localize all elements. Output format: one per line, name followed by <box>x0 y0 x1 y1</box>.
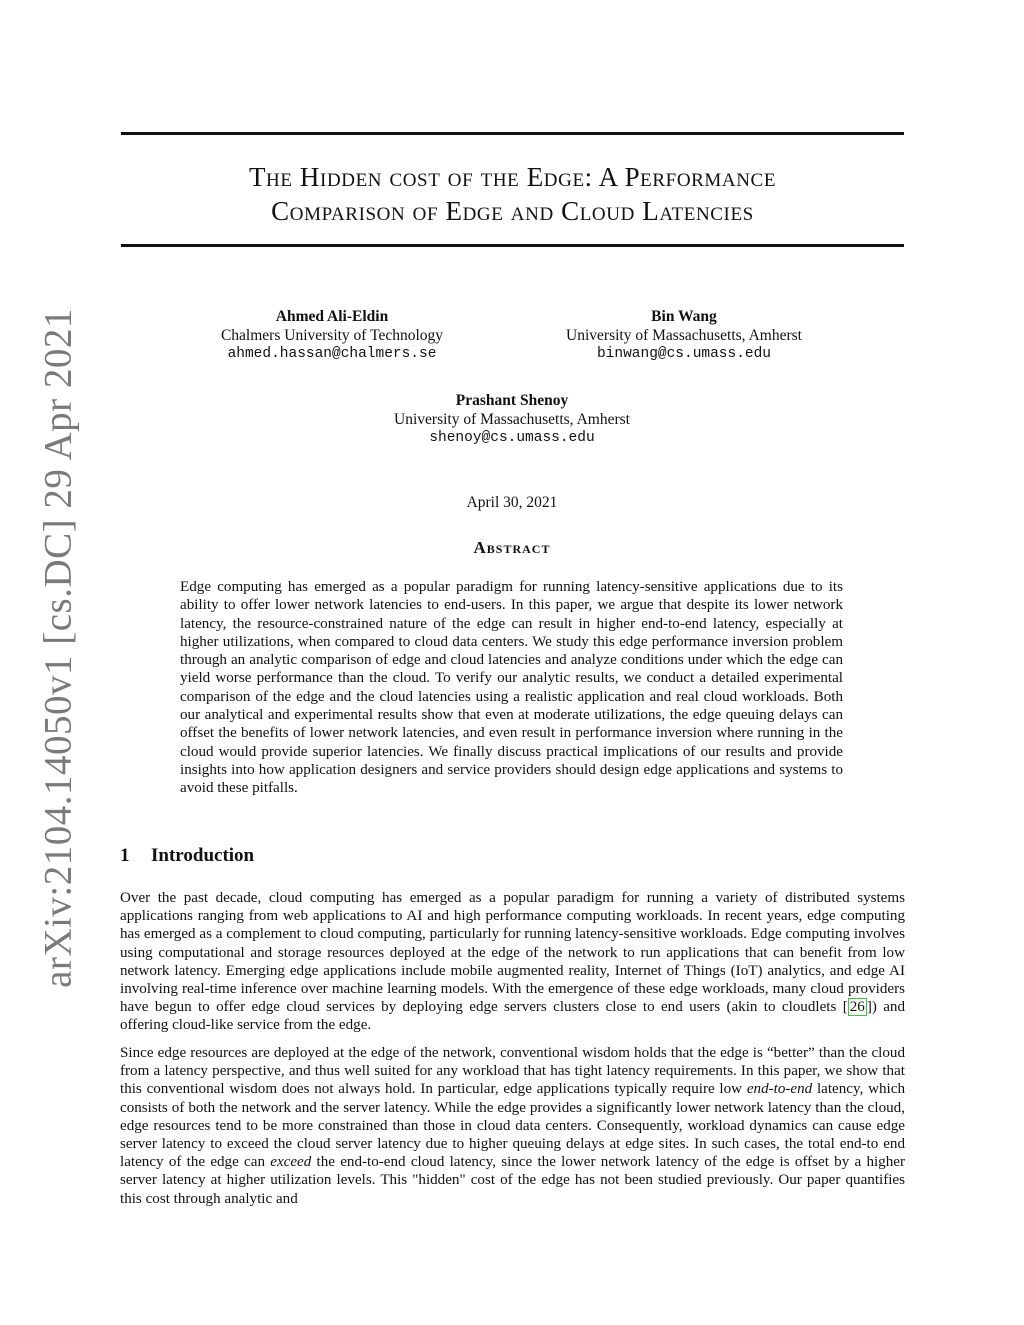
title-line-2: Comparison of Edge and Cloud Latencies <box>271 196 754 226</box>
paragraph-text: Since edge resources are deployed at the edge of the network, conventional wisdom holds that the edge is “better” than the cloud from a latency perspective, and thus well suited for any workload that has tight latency requirements. In this paper, we show that this conventional wisdom does not always hold. In particular, edge applications typically require low <box>120 1045 905 1098</box>
intro-paragraph-2 <box>120 1044 905 1208</box>
abstract-heading: Abstract <box>473 538 551 557</box>
section-title: Introduction <box>151 845 255 866</box>
author-name: Ahmed Ali-Eldin <box>275 308 389 325</box>
title-line-1: The Hidden cost of the Edge: A Performance <box>248 162 777 192</box>
title-rule-top <box>121 132 904 135</box>
emphasis-text: end-to-end <box>746 1081 813 1098</box>
author-block <box>362 391 662 448</box>
author-block <box>540 307 828 364</box>
paragraph-text: latency, which consists of both the network and the server latency. While the edge provides a significantly lower network latency than the cloud, edge resources tend to be more constrained than those in cloud data centers. Consequently, workload dynamics can cause edge server latency to exceed the cloud server latency due to higher queuing delays at edge sites. In such cases, the total end-to end latency of the edge can <box>120 1081 905 1171</box>
author-email[interactable]: shenoy@cs.umass.edu <box>429 430 595 446</box>
abstract-text: Edge computing has emerged as a popular paradigm for running latency-sensitive applications due to its ability to offer lower network latencies to end-users. In this paper, we argue that despite its lower network latency, the resource-constrained nature of the edge can result in higher end-to-end latency, especially at higher utilizations, when compared to cloud data centers. We study this edge performance inversion problem through an analytic comparison of edge and cloud latencies and analyze conditions under which the edge can yield worse performance than the cloud. To verify our analytic results, we conduct a detailed experimental comparison of the edge and the cloud latencies using a realistic application and real cloud workloads. Both our analytical and experimental results show that even at moderate utilizations, the edge queuing delays can offset the benefits of lower network latencies, and even result in performance inversion where running in the cloud would provide superior latencies. We finally discuss practical implications of our results and provide insights into how application designers and service providers should design edge applications and systems to avoid these pitfalls. <box>180 579 843 797</box>
paragraph-text: the end-to-end cloud latency, since the lower network latency of the edge is offset by a higher server latency at higher utilization levels. This "hidden" cost of the edge has not been studied previously. Our paper quantifies this cost through analytic and <box>120 1154 906 1207</box>
title-rule-bottom <box>121 244 904 247</box>
author-name: Bin Wang <box>651 308 717 325</box>
paragraph-text: Over the past decade, cloud computing has emerged as a popular paradigm for running a variety of distributed systems applications ranging from web applications to AI and high performance computing workloads. In recent years, edge computing has emerged as a complement to cloud computing, particularly for running latency-sensitive workloads. Edge computing involves using computational and storage resources deployed at the edge of the network to run applications that can benefit from low network latency. Emerging edge applications include mobile augmented reality, Internet of Things (IoT) analytics, and edge AI involving real-time inference over machine learning models. With the emergence of these edge workloads, many cloud providers have begun to offer edge cloud services by deploying edge servers clusters close to end users (akin to cloudlets [ <box>120 890 905 1016</box>
author-name: Prashant Shenoy <box>455 392 569 409</box>
author-email[interactable]: ahmed.hassan@chalmers.se <box>227 346 437 362</box>
author-affiliation: Chalmers University of Technology <box>220 327 444 344</box>
paragraph-text: ]) and offering cloud-like service from the edge. <box>120 999 906 1034</box>
author-block <box>196 307 468 364</box>
author-email[interactable]: binwang@cs.umass.edu <box>596 346 772 362</box>
paper-title <box>121 160 904 228</box>
section-heading <box>120 845 254 867</box>
emphasis-text: exceed <box>270 1154 312 1171</box>
author-affiliation: University of Massachusetts, Amherst <box>566 327 802 344</box>
arxiv-identifier: arXiv:2104.14050v1 [cs.DC] 29 Apr 2021 <box>36 308 80 988</box>
paper-date: April 30, 2021 <box>466 494 558 511</box>
intro-paragraph-1 <box>120 889 905 1035</box>
author-affiliation: University of Massachusetts, Amherst <box>394 411 630 428</box>
section-number: 1 <box>120 845 130 866</box>
citation-link[interactable]: 26 <box>849 999 865 1016</box>
